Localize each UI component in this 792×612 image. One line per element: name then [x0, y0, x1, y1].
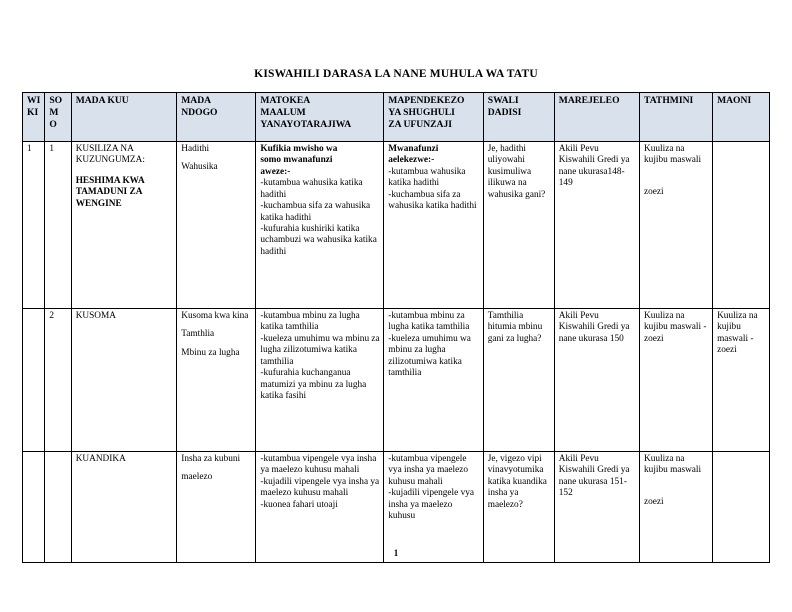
somo-line-1: SO [49, 95, 63, 106]
tathmini-text-1: Kuuliza na kujibu maswali [644, 454, 702, 476]
mada-ndogo-item-2: Wahusika [181, 162, 218, 173]
table-row [23, 142, 770, 309]
cell-wiki [23, 309, 45, 452]
swali-line-1: SWALI [487, 95, 519, 106]
matokea-line-3: YANAYOTARAJIWA [260, 118, 352, 130]
mapendekezo-line-3: ZA UFUNZAJI [388, 118, 452, 130]
page-title: KISWAHILI DARASA LA NANE MUHULA WA TATU [254, 68, 538, 80]
wiki-line-1: WI [27, 95, 41, 106]
cell-maoni [713, 452, 770, 563]
mapendekezo-item: -kutambua wahusika katika hadithi [388, 166, 466, 189]
mapendekezo-heading-2: aelekezwe:- [388, 155, 435, 166]
column-header-swali-dadisi [483, 93, 554, 142]
mapendekezo-item: -kuchambua sifa za wahusika katika hadithi [388, 189, 477, 212]
matokea-item: -kujadili vipengele vya insha ya maelezo kuhusu mahali [260, 476, 380, 499]
spacer [181, 465, 252, 472]
cell-mada-kuu [71, 142, 177, 309]
mada-kuu-line-1: MADA KUU [75, 95, 129, 106]
mapendekezo-line-1: MAPENDEKEZO [388, 95, 465, 106]
table-row [23, 309, 770, 452]
matokea-item: -kuonea fahari utoaji [260, 499, 338, 510]
cell-matokea [256, 452, 384, 563]
cell-swali-dadisi: Je, vigezo vipi vinavyotumika katika kuandika insha ya maelezo? [483, 452, 554, 563]
mapendekezo-line-2: YA SHUGHULI [388, 106, 455, 118]
cell-mada-ndogo [177, 142, 256, 309]
cell-swali-dadisi: Je, hadithi uliyowahi kusimuliwa ilikuwa na wahusika gani? [483, 142, 554, 309]
mada-ndogo-item-3: Mbinu za lugha [181, 347, 240, 358]
table-header-row [23, 93, 770, 142]
mapendekezo-item: -kutambua vipengele vya insha ya maelezo kuhusu mahali [388, 454, 469, 487]
cell-matokea [256, 142, 384, 309]
matokea-heading-1: Kufikia mwisho wa [260, 144, 338, 154]
somo-line-2: M [49, 106, 59, 118]
matokea-item: -kufurahia kushiriki katika uchambuzi wa wahusika katika hadithi [260, 223, 377, 257]
tathmini-text-1: Kuuliza na kujibu maswali -zoezi [644, 311, 707, 344]
spacer [76, 167, 174, 176]
swali-line-2: DADISI [487, 106, 522, 118]
syllabus-table-container [22, 92, 770, 563]
column-header-matokea [256, 93, 384, 142]
mada-kuu-text-1: KUSILIZA NA [75, 144, 134, 154]
matokea-line-2: MAALUM [260, 106, 306, 118]
cell-swali-dadisi: Tamthilia hitumia mbinu gani za lugha? [483, 309, 554, 452]
cell-mada-ndogo [177, 309, 256, 452]
cell-tathmini [640, 142, 713, 309]
column-header-wiki [23, 93, 45, 142]
page-number: 1 [393, 548, 399, 558]
mada-ndogo-item-1: Hadithi [181, 144, 210, 154]
mapendekezo-item: -kueleza umuhimu wa mbinu za lugha zilizotumiwa katika tamthilia [388, 333, 471, 379]
column-header-mada-kuu [71, 93, 177, 142]
mada-kuu-text-1: KUSOMA [75, 311, 116, 321]
matokea-item: -kutambua mbinu za lugha katika tamthilia [260, 311, 360, 333]
mada-ndogo-line-1: MADA [181, 95, 212, 106]
column-header-mada-ndogo [177, 93, 256, 142]
mada-ndogo-item-1: Insha za kubuni [181, 454, 241, 464]
spacer [181, 322, 252, 329]
cell-wiki: 1 [23, 142, 45, 309]
matokea-item: -kutambua vipengele vya insha ya maelezo kuhusu mahali [260, 454, 377, 476]
wiki-line-2: KI [27, 106, 39, 118]
cell-somo: 2 [45, 309, 71, 452]
mapendekezo-heading-1: Mwanafunzi [388, 144, 439, 154]
table-body [23, 142, 770, 563]
table-header [23, 93, 770, 142]
cell-marejeleo: Akili Pevu Kiswahili Gredi ya nane ukurasa 150 [554, 309, 639, 452]
cell-mada-kuu [71, 452, 177, 563]
mada-kuu-text-2: KUZUNGUMZA: [75, 155, 145, 166]
tathmini-text-1: Kuuliza na kujibu maswali [644, 144, 702, 166]
matokea-item: -kueleza umuhimu wa mbinu za lugha zilizotumiwa katika tamthilia [260, 333, 380, 367]
cell-tathmini [640, 452, 713, 563]
column-header-marejeleo [554, 93, 639, 142]
cell-mada-ndogo [177, 452, 256, 563]
maoni-line-1: MAONI [717, 95, 752, 106]
mada-kuu-bold-3: WENGINE [75, 198, 122, 209]
spacer [644, 477, 709, 497]
mada-ndogo-item-2: Tamthlia [181, 329, 215, 340]
mada-kuu-text-1: KUANDIKA [75, 454, 126, 464]
spacer [181, 155, 252, 162]
table-row [23, 452, 770, 563]
cell-mapendekezo [384, 142, 483, 309]
mada-kuu-bold-1: HESHIMA KWA [75, 175, 145, 186]
cell-matokea [256, 309, 384, 452]
matokea-line-1: MATOKEA [260, 95, 311, 106]
tathmini-text-2: zoezi [644, 496, 664, 507]
cell-mada-kuu [71, 309, 177, 452]
mada-kuu-bold-2: TAMADUNI ZA [75, 187, 143, 198]
column-header-maoni [713, 93, 770, 142]
matokea-heading-3: aweze:- [260, 166, 291, 177]
marejeleo-line-1: MAREJELEO [558, 95, 620, 106]
column-header-tathmini [640, 93, 713, 142]
cell-wiki [23, 452, 45, 563]
spacer [644, 167, 709, 187]
cell-marejeleo: Akili Pevu Kiswahili Gredi ya nane ukurasa 151-152 [554, 452, 639, 563]
spacer [181, 341, 252, 348]
cell-marejeleo: Akili Pevu Kiswahili Gredi ya nane ukurasa148-149 [554, 142, 639, 309]
mada-ndogo-item-2: maelezo [181, 472, 213, 483]
cell-maoni [713, 142, 770, 309]
column-header-mapendekezo [384, 93, 483, 142]
cell-mapendekezo [384, 309, 483, 452]
cell-somo [45, 452, 71, 563]
mada-ndogo-line-2: NDOGO [181, 106, 218, 118]
mapendekezo-item: -kujadili vipengele vya insha ya maelezo kuhusu [388, 488, 474, 522]
somo-line-3: O [49, 118, 57, 130]
mada-ndogo-item-1: Kusoma kwa kina [181, 311, 249, 321]
cell-somo: 1 [45, 142, 71, 309]
matokea-item: -kufurahia kuchanganua matumizi ya mbinu za lugha katika fasihi [260, 368, 367, 401]
matokea-item: -kuchambua sifa za wahusika katika hadithi [260, 201, 371, 223]
matokea-item: -kutambua wahusika katika hadithi [260, 178, 363, 200]
tathmini-text-2: zoezi [644, 186, 664, 197]
matokea-heading-2: somo mwanafunzi [260, 155, 333, 166]
cell-tathmini [640, 309, 713, 452]
column-header-somo [45, 93, 71, 142]
mapendekezo-item: -kutambua mbinu za lugha katika tamthilia [388, 311, 470, 333]
cell-mapendekezo [384, 452, 483, 563]
syllabus-table [22, 92, 770, 563]
cell-maoni: Kuuliza na kujibu maswali -zoezi [713, 309, 770, 452]
tathmini-line-1: TATHMINI [644, 95, 694, 106]
